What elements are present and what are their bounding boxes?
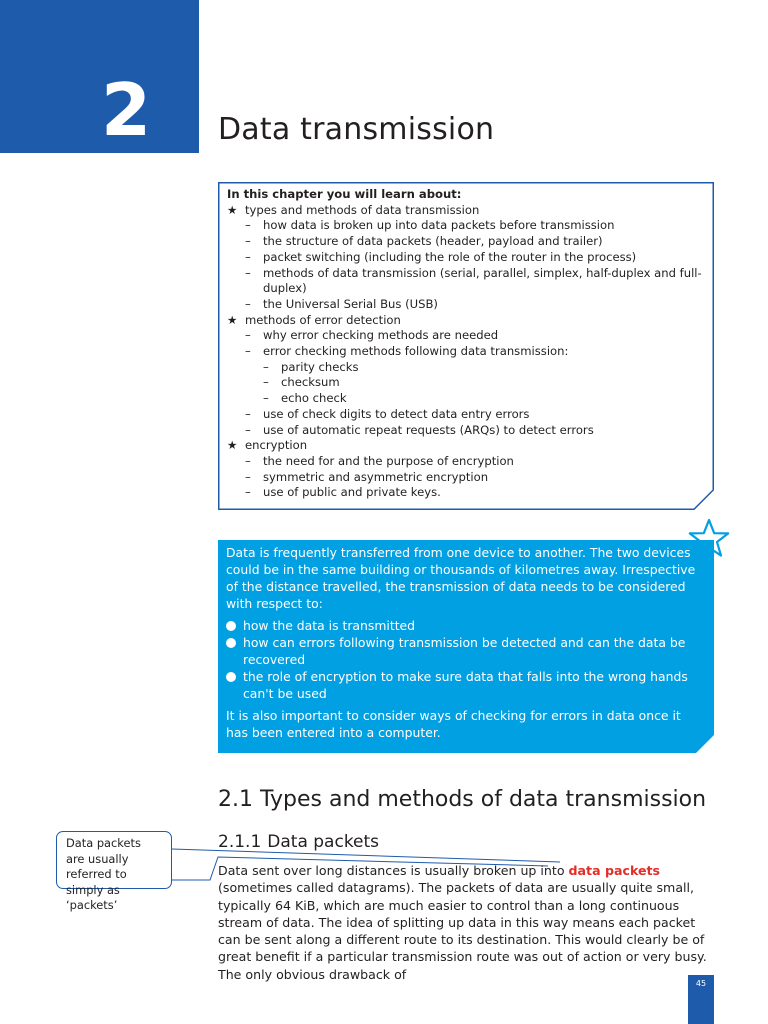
body-paragraph — [218, 862, 714, 983]
learning-objectives-heading: In this chapter you will learn about: — [227, 187, 462, 201]
objective-item — [227, 203, 705, 219]
dash-bullet-icon: – — [245, 296, 251, 311]
objective-subitem — [227, 234, 705, 250]
objective-subitem — [227, 423, 705, 439]
subsection-heading — [218, 832, 379, 852]
objective-subitem — [227, 218, 705, 234]
objective-text: the Universal Serial Bus (USB) — [263, 296, 438, 311]
dash-bullet-icon: – — [263, 375, 269, 390]
introduction-bullet-text: how can errors following transmission be detected and can the data be recovered — [243, 635, 686, 667]
introduction-paragraph: It is also important to consider ways of checking for errors in data once it has been entered into a computer. — [226, 708, 681, 740]
subsection-title: Data packets — [267, 832, 380, 852]
objective-text: why error checking methods are needed — [263, 328, 499, 343]
objective-text: echo check — [281, 391, 347, 406]
introduction-bullet-item — [226, 617, 706, 634]
chapter-number: 2 — [100, 68, 152, 152]
margin-note-text: Data packets are usually referred to simply as ‘packets’ — [66, 836, 141, 912]
objective-text: error checking methods following data transmission: — [263, 344, 569, 359]
objective-subitem — [227, 297, 705, 313]
dash-bullet-icon: – — [245, 328, 251, 343]
objective-subitem — [227, 266, 705, 297]
objective-text: symmetric and asymmetric encryption — [263, 469, 489, 484]
margin-note — [56, 831, 172, 912]
body-text-start: Data sent over long distances is usually broken up into — [218, 863, 569, 878]
objective-text: the structure of data packets (header, payload and trailer) — [263, 234, 603, 249]
dash-bullet-icon: – — [245, 218, 251, 233]
objective-text: checksum — [281, 375, 340, 390]
objective-subsubitem — [227, 375, 705, 391]
dash-bullet-icon: – — [263, 359, 269, 374]
objective-text: use of check digits to detect data entry errors — [263, 406, 530, 421]
subsection-number: 2.1.1 — [218, 832, 262, 852]
objective-text: methods of data transmission (serial, parallel, simplex, half-duplex and full-duplex) — [263, 265, 702, 296]
objective-text: use of public and private keys. — [263, 485, 441, 500]
objective-item — [227, 313, 705, 329]
introduction-paragraph: Data is frequently transferred from one device to another. The two devices could be in the same building or thousands of kilometres away. Irrespective of the distance travelled, the transmission of data needs to be considered with respect to: — [226, 545, 696, 611]
star-icon — [688, 518, 730, 560]
dash-bullet-icon: – — [245, 406, 251, 421]
learning-objectives-content — [227, 187, 705, 501]
objective-text: parity checks — [281, 359, 359, 374]
star-bullet-icon: ★ — [227, 202, 238, 217]
objective-subitem — [227, 328, 705, 344]
dash-bullet-icon: – — [245, 469, 251, 484]
introduction-bullet-item — [226, 668, 706, 702]
objective-text: use of automatic repeat requests (ARQs) to detect errors — [263, 422, 594, 437]
objective-subitem — [227, 470, 705, 486]
dash-bullet-icon: – — [245, 344, 251, 359]
objective-subsubitem — [227, 360, 705, 376]
objective-subitem — [227, 250, 705, 266]
objective-text: methods of error detection — [245, 312, 401, 327]
dash-bullet-icon: – — [245, 422, 251, 437]
objective-text: how data is broken up into data packets before transmission — [263, 218, 615, 233]
dash-bullet-icon: – — [245, 485, 251, 500]
objective-subitem — [227, 485, 705, 501]
objective-text: encryption — [245, 438, 308, 453]
dash-bullet-icon: – — [245, 453, 251, 468]
objective-text: the need for and the purpose of encryption — [263, 453, 514, 468]
introduction-bullet-text: the role of encryption to make sure data that falls into the wrong hands can't be used — [243, 669, 688, 701]
bullet-dot-icon — [226, 638, 236, 648]
objective-subitem — [227, 407, 705, 423]
bullet-dot-icon — [226, 672, 236, 682]
dash-bullet-icon: – — [245, 249, 251, 264]
dash-bullet-icon: – — [263, 391, 269, 406]
star-bullet-icon: ★ — [227, 312, 238, 327]
objective-subitem — [227, 454, 705, 470]
objective-subitem — [227, 344, 705, 360]
body-text-continued: (sometimes called datagrams). The packets of data are usually quite small, typically 64 KiB, which are much easier to control than a long continuous stream of data. The idea of splitting up data in this way means each packet can be sent along a different route to its destination. This would clearly be of great benefit if a particular transmission route was out of action or very busy. The only obvious drawback of — [218, 880, 707, 982]
learning-objectives-box — [218, 182, 714, 510]
chapter-title: Data transmission — [218, 112, 495, 147]
keyword-data-packets: data packets — [568, 863, 661, 878]
page-number-tab — [688, 975, 714, 1024]
introduction-bullet-text: how the data is transmitted — [243, 618, 416, 633]
introduction-panel — [218, 540, 714, 753]
dash-bullet-icon: – — [245, 265, 251, 280]
section-heading: 2.1 Types and methods of data transmission — [218, 787, 707, 812]
introduction-content — [226, 544, 706, 741]
objective-text: types and methods of data transmission — [245, 202, 480, 217]
introduction-bullet-item — [226, 634, 706, 668]
star-bullet-icon: ★ — [227, 438, 238, 453]
introduction-bullet-list — [226, 617, 706, 702]
objective-subsubitem — [227, 391, 705, 407]
objective-text: packet switching (including the role of the router in the process) — [263, 249, 637, 264]
bullet-dot-icon — [226, 621, 236, 631]
page-number: 45 — [695, 979, 707, 988]
objective-item — [227, 438, 705, 454]
dash-bullet-icon: – — [245, 234, 251, 249]
